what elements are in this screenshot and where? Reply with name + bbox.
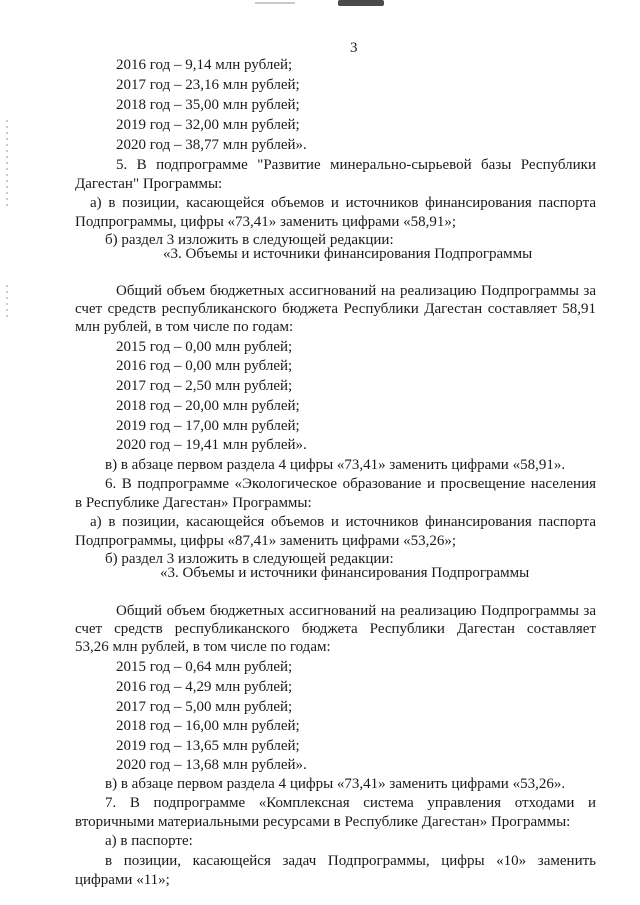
scan-artifact (255, 2, 295, 4)
text-line: 2016 год – 0,00 млн рублей; (116, 358, 293, 374)
text-line: в Республике Дагестан» Программы: (75, 495, 312, 511)
text-line: 2016 год – 9,14 млн рублей; (116, 57, 293, 73)
text-line: Подпрограммы, цифры «87,41» заменить цифрами «53,26»; (75, 533, 457, 549)
text-line: Подпрограммы, цифры «73,41» заменить цифрами «58,91»; (75, 214, 457, 230)
text-line: 2019 год – 17,00 млн рублей; (116, 418, 300, 434)
text-line: а) в позиции, касающейся объемов и источников финансирования паспорта (90, 514, 596, 530)
text-line: Общий объем бюджетных ассигнований на реализацию Подпрограммы за (116, 283, 596, 299)
text-line: 53,26 млн рублей, в том числе по годам: (75, 639, 331, 655)
text-line: в) в абзаце первом раздела 4 цифры «73,41» заменить цифрами «53,26». (105, 776, 566, 792)
text-line: 2018 год – 16,00 млн рублей; (116, 718, 300, 734)
text-line: в) в абзаце первом раздела 4 цифры «73,41» заменить цифрами «58,91». (105, 457, 566, 473)
text-line: в позиции, касающейся задач Подпрограммы, цифры «10» заменить (105, 853, 596, 869)
text-line: Общий объем бюджетных ассигнований на реализацию Подпрограммы за (116, 603, 596, 619)
text-line: 2017 год – 23,16 млн рублей; (116, 77, 300, 93)
text-line: 2015 год – 0,64 млн рублей; (116, 659, 293, 675)
text-line: счет средств республиканского бюджета Республики Дагестан составляет (75, 621, 596, 637)
text-line: 2016 год – 4,29 млн рублей; (116, 679, 293, 695)
scan-artifact (338, 0, 384, 6)
text-line: 2020 год – 38,77 млн рублей». (116, 137, 307, 153)
scan-artifact (6, 285, 8, 320)
text-line: 2020 год – 19,41 млн рублей». (116, 437, 307, 453)
text-line: б) раздел 3 изложить в следующей редакции: (105, 551, 394, 567)
text-line: 2018 год – 35,00 млн рублей; (116, 97, 300, 113)
text-line: цифрами «11»; (75, 872, 170, 888)
text-line: вторичными материальными ресурсами в Республике Дагестан» Программы: (75, 814, 571, 830)
text-line: Дагестан" Программы: (75, 176, 223, 192)
text-line: 2018 год – 20,00 млн рублей; (116, 398, 300, 414)
text-line: 2017 год – 2,50 млн рублей; (116, 378, 293, 394)
text-line: 7. В подпрограмме «Комплексная система управления отходами и (105, 795, 596, 811)
text-line: а) в позиции, касающейся объемов и источников финансирования паспорта (90, 195, 596, 211)
page-number: 3 (350, 40, 358, 56)
text-line: 2015 год – 0,00 млн рублей; (116, 339, 293, 355)
text-line: счет средств республиканского бюджета Республики Дагестан составляет 58,91 (75, 301, 596, 317)
text-line: 2017 год – 5,00 млн рублей; (116, 699, 293, 715)
text-line: 2020 год – 13,68 млн рублей». (116, 757, 307, 773)
text-line: б) раздел 3 изложить в следующей редакции: (105, 232, 394, 248)
text-line: млн рублей, в том числе по годам: (75, 319, 294, 335)
text-line: 5. В подпрограмме "Развитие минерально-сырьевой базы Республики (116, 157, 596, 173)
text-line: 2019 год – 13,65 млн рублей; (116, 738, 300, 754)
text-line: «3. Объемы и источники финансирования Подпрограммы (163, 246, 533, 262)
scan-artifact (6, 120, 8, 210)
text-line: 6. В подпрограмме «Экологическое образование и просвещение населения (105, 476, 596, 492)
text-line: а) в паспорте: (105, 833, 193, 849)
text-line: 2019 год – 32,00 млн рублей; (116, 117, 300, 133)
text-line: «3. Объемы и источники финансирования Подпрограммы (160, 565, 530, 581)
